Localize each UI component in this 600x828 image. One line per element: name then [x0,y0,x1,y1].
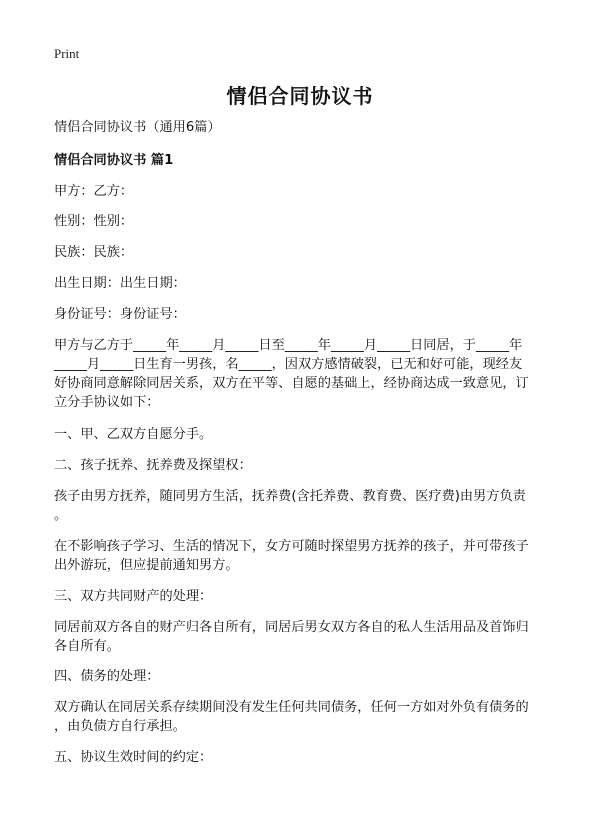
clause-paragraph-line: 各自所有。 [54,639,120,654]
clause-heading: 一、甲、乙双方自愿分手。 [54,427,213,442]
page-title: 情侣合同协议书 [226,84,374,108]
clause-paragraph-line: 孩子由男方抚养，随同男方生活，抚养费(含托养费、教育费、医疗费)由男方负责 [54,489,526,504]
section-heading: 情侣合同协议书 篇1 [54,153,174,168]
intro-paragraph-line: 立分手协议如下： [54,395,160,410]
clause-paragraph-line: 在不影响孩子学习、生活的情况下，女方可随时探望男方抚养的孩子，并可带孩子 [54,539,529,554]
id-number-line: 身份证号：身份证号： [54,307,186,322]
clause-paragraph-line: 出外游玩，但应提前通知男方。 [54,558,239,573]
intro-paragraph-line: _____月_____日生育一男孩，名_____，因双方感情破裂，已无和好可能，现经友 [54,357,523,372]
ethnicity-line: 民族：民族： [54,245,134,260]
intro-paragraph-line: 好协商同意解除同居关系，双方在平等、自愿的基础上，经协商达成一致意见，订 [54,376,529,391]
clause-heading: 二、孩子抚养、抚养费及探望权： [54,458,252,473]
clause-paragraph-line: 同居前双方各自的财产归各自所有，同居后男女双方各自的私人生活用品及首饰归 [54,620,529,635]
gender-line: 性别：性别： [54,214,134,229]
clause-heading: 五、协议生效时间的约定： [54,750,213,765]
clause-heading: 四、债务的处理： [54,669,160,684]
print-label[interactable]: Print [54,46,80,61]
intro-paragraph-line: 甲方与乙方于_____年_____月_____日至_____年_____月_____日同居，于_____年 [54,338,523,353]
clause-paragraph-line: ，由负债方自行承担。 [54,719,186,734]
document-subtitle: 情侣合同协议书（通用6篇） [54,120,221,135]
clause-paragraph-line: 双方确认在同居关系存续期间没有发生任何共同债务，任何一方如对外负有债务的 [54,700,529,715]
party-line: 甲方：乙方： [54,184,134,199]
clause-paragraph-line: 。 [54,508,68,523]
birthdate-line: 出生日期：出生日期： [54,276,186,291]
clause-heading: 三、双方共同财产的处理： [54,589,213,604]
